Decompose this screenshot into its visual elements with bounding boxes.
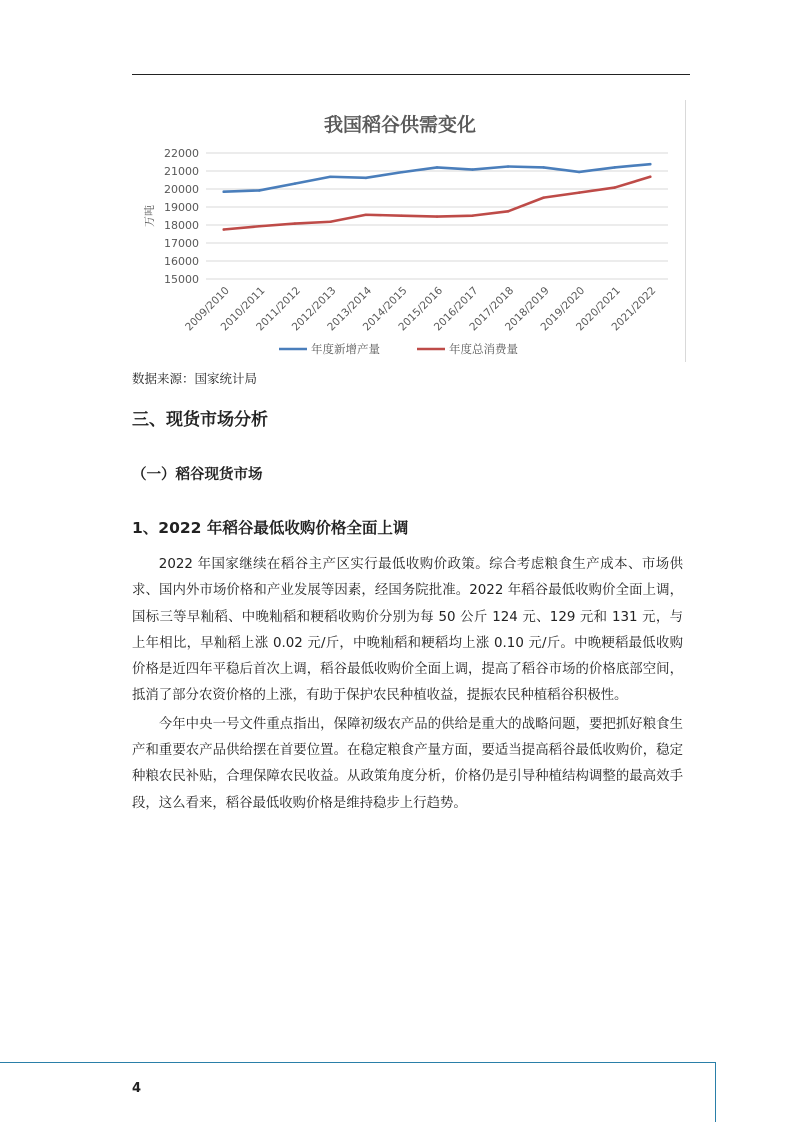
data-point xyxy=(436,215,439,218)
data-point xyxy=(471,214,474,217)
data-point xyxy=(400,171,403,174)
data-point xyxy=(471,168,474,171)
x-tick-label: 2018/2019 xyxy=(502,284,552,334)
data-point xyxy=(258,189,261,192)
data-point xyxy=(400,214,403,217)
legend-label-1: 年度新增产量 xyxy=(311,342,380,356)
data-point xyxy=(222,228,225,231)
data-point xyxy=(258,225,261,228)
x-tick-label: 2019/2020 xyxy=(538,284,588,334)
x-tick-label: 2016/2017 xyxy=(431,284,481,334)
y-tick-label: 20000 xyxy=(164,183,199,196)
data-point xyxy=(507,165,510,168)
data-point xyxy=(294,222,297,225)
subsubsection-heading: 1、2022 年稻谷最低收购价格全面上调 xyxy=(132,519,409,537)
data-point xyxy=(294,182,297,185)
x-tick-label: 2020/2021 xyxy=(574,284,623,334)
y-tick-label: 21000 xyxy=(164,165,199,178)
data-point xyxy=(542,166,545,169)
data-point xyxy=(649,163,652,166)
y-tick-label: 15000 xyxy=(164,273,199,286)
x-tick-label: 2010/2011 xyxy=(218,284,268,334)
x-tick-label: 2013/2014 xyxy=(325,284,375,334)
y-tick-label: 22000 xyxy=(164,147,199,160)
body-text xyxy=(132,552,683,819)
subsection-heading: （一）稻谷现货市场 xyxy=(132,467,263,483)
data-point xyxy=(436,166,439,169)
y-tick-label: 18000 xyxy=(164,219,199,232)
x-tick-label: 2012/2013 xyxy=(289,284,339,334)
y-axis-label: 万吨 xyxy=(143,205,156,227)
data-point xyxy=(507,210,510,213)
data-point xyxy=(329,175,332,178)
x-tick-label: 2014/2015 xyxy=(360,284,410,334)
data-point xyxy=(578,191,581,194)
paragraph: 2022 年国家继续在稻谷主产区实行最低收购价政策。综合考虑粮食生产成本、市场供求、国内外市场价格和产业发展等因素，经国务院批准。2022 年稻谷最低收购价全面上调，国标三等早籼稻、中晚籼稻和粳稻收购价分别为每 50 公斤 124 元、129 元和 131 元，与上年相比，早籼稻上涨 0.02 元/斤，中晚籼稻和粳稻均上涨 0.10 元/斤。中晚粳稻最低收购价格是近四年平稳后首次上调，稻谷最低收购价全面上调，提高了稻谷市场的价格底部空间，抵消了部分农资价格的上涨，有助于保护农民种植收益，提振农民种植稻谷积极性。 xyxy=(132,557,683,704)
data-point xyxy=(649,175,652,178)
chart-title: 我国稻谷供需变化 xyxy=(323,114,477,136)
data-point xyxy=(578,171,581,174)
y-tick-label: 19000 xyxy=(164,201,199,214)
paragraph: 今年中央一号文件重点指出，保障初级农产品的供给是重大的战略问题，要把抓好粮食生产和重要农产品供给摆在首要位置。在稳定粮食产量方面，要适当提高稻谷最低收购价，稳定种粮农民补贴，合理保障农民收益。从政策角度分析，价格仍是引导种植结构调整的最高效手段，这么看来，稻谷最低收购价格是维持稳步上行趋势。 xyxy=(132,716,683,811)
chart-canvas xyxy=(132,100,686,362)
data-point xyxy=(613,186,616,189)
y-tick-label: 17000 xyxy=(164,237,199,250)
x-tick-label: 2009/2010 xyxy=(183,284,232,334)
chart-border xyxy=(685,100,686,362)
page-number: 4 xyxy=(132,1081,142,1096)
data-point xyxy=(542,196,545,199)
footer-rule xyxy=(0,1062,716,1063)
legend-label-2: 年度总消费量 xyxy=(449,342,518,356)
data-point xyxy=(365,213,368,216)
data-point xyxy=(613,166,616,169)
rice-supply-demand-chart xyxy=(132,100,686,362)
y-tick-label: 16000 xyxy=(164,255,199,268)
section-heading: 三、现货市场分析 xyxy=(132,410,268,430)
data-source-note: 数据来源：国家统计局 xyxy=(132,371,258,386)
x-tick-label: 2017/2018 xyxy=(467,284,517,334)
data-point xyxy=(222,190,225,193)
x-tick-label: 2011/2012 xyxy=(254,284,303,334)
footer-side-rule xyxy=(715,1062,716,1122)
header-rule xyxy=(132,74,690,75)
x-tick-label: 2021/2022 xyxy=(609,284,659,334)
data-point xyxy=(329,220,332,223)
x-tick-label: 2015/2016 xyxy=(396,284,446,334)
data-point xyxy=(365,177,368,180)
